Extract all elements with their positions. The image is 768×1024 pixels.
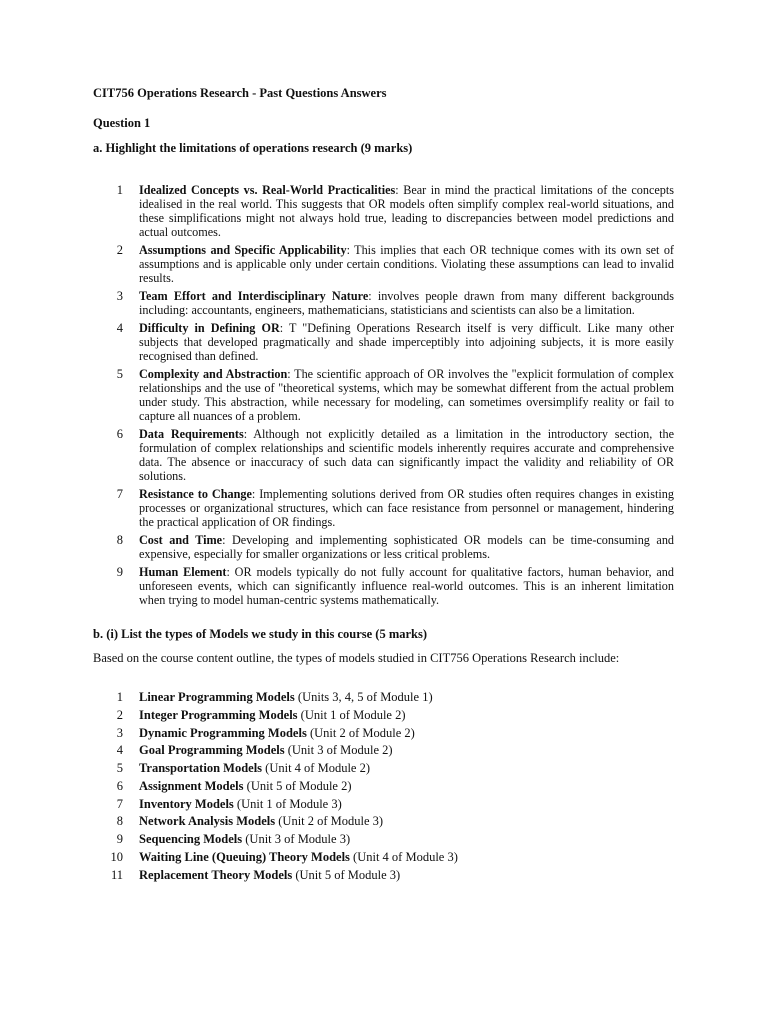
list-number: 8 xyxy=(116,533,123,547)
item-text: : OR models typically do not fully account for qualitative factors, human behavior, and unforeseen events, which can significantly influence real-world outcomes. This is an inherent limitation when trying to model human-centric systems mathematically. xyxy=(139,565,674,607)
list-item xyxy=(93,831,674,849)
list-number: 1 xyxy=(116,690,123,704)
models-list xyxy=(93,689,674,884)
part-a-heading: a. Highlight the limitations of operations research (9 marks) xyxy=(93,141,413,155)
list-number: 7 xyxy=(116,796,123,811)
item-term: Idealized Concepts vs. Real-World Practicalities xyxy=(139,183,396,197)
list-item xyxy=(93,778,674,796)
list-item xyxy=(93,796,674,814)
list-number: 3 xyxy=(116,725,123,740)
list-item-body xyxy=(139,813,674,831)
list-number: 2 xyxy=(116,243,123,257)
list-item xyxy=(93,367,674,423)
item-term: Linear Programming Models xyxy=(139,690,295,704)
item-text: (Unit 4 of Module 2) xyxy=(262,761,371,775)
item-term: Cost and Time xyxy=(139,533,223,547)
item-term: Difficulty in Defining OR xyxy=(139,321,280,335)
list-number: 1 xyxy=(116,183,123,197)
list-item xyxy=(93,289,674,317)
item-text: (Unit 5 of Module 3) xyxy=(292,867,401,882)
item-text: (Unit 2 of Module 3) xyxy=(275,814,384,829)
list-item-body xyxy=(139,742,674,760)
list-number: 8 xyxy=(116,814,123,829)
list-item-body xyxy=(139,760,674,778)
item-term: Assignment Models xyxy=(139,778,244,793)
list-number: 9 xyxy=(116,832,123,846)
list-item-body xyxy=(139,367,674,423)
list-number: 6 xyxy=(116,778,123,793)
list-item xyxy=(93,427,674,483)
part-b-intro: Based on the course content outline, the types of models studied in CIT756 Operations Research include: xyxy=(93,651,620,665)
list-item-body xyxy=(139,796,674,814)
list-number: 4 xyxy=(116,321,123,335)
item-term: Complexity and Abstraction xyxy=(139,367,288,381)
list-number: 7 xyxy=(116,487,123,501)
list-item xyxy=(93,760,674,778)
item-text: : T "Defining Operations Research itself is very difficult. Like many other subjects that developed pragmatically and shade imperceptibly into adjoining subjects, it is more easily recognised than defined. xyxy=(139,321,675,363)
list-item xyxy=(93,321,674,363)
item-term: Sequencing Models xyxy=(139,832,243,846)
list-item-body xyxy=(139,183,674,239)
list-item-body xyxy=(139,565,674,607)
item-text: : This implies that each OR technique comes with its own set of assumptions and is applicable only under certain conditions. Violating these assumptions can lead to invalid results. xyxy=(139,243,674,285)
list-item-body xyxy=(139,778,674,796)
item-term: Network Analysis Models xyxy=(139,814,276,829)
list-item-body xyxy=(139,533,674,561)
list-item xyxy=(93,742,674,760)
list-item xyxy=(93,689,674,707)
item-text: : Bear in mind the practical limitations of the concepts idealised in the real world. This suggests that OR models often simplify complex real-world situations, and these simplifications might not always hold true, leading to discrepancies between model predictions and actual outcomes. xyxy=(139,183,674,239)
list-item xyxy=(93,183,674,239)
list-item xyxy=(93,243,674,285)
list-item xyxy=(93,487,674,529)
item-text: (Unit 3 of Module 2) xyxy=(284,743,393,758)
item-text: : The scientific approach of OR involves the "explicit formulation of complex relationships and the use of "theoretical systems, which may be somewhat different from the actual problem under study. This abstraction, while necessary for modeling, can sometimes oversimplify reality or fail to capture all nuances of a problem. xyxy=(139,367,674,423)
item-term: Resistance to Change xyxy=(139,487,252,501)
list-number: 9 xyxy=(116,565,123,579)
item-text: (Unit 4 of Module 3) xyxy=(349,849,458,864)
list-number: 11 xyxy=(110,867,123,882)
list-item xyxy=(93,849,674,867)
item-term: Assumptions and Specific Applicability xyxy=(139,243,347,257)
list-number: 2 xyxy=(116,707,123,722)
item-term: Dynamic Programming Models xyxy=(139,725,307,740)
list-item xyxy=(93,867,674,885)
list-number: 4 xyxy=(116,743,123,758)
part-b-heading: b. (i) List the types of Models we study in this course (5 marks) xyxy=(93,627,428,641)
list-item-body xyxy=(139,707,674,725)
item-term: Inventory Models xyxy=(139,796,234,811)
list-item xyxy=(93,565,674,607)
list-item-body xyxy=(139,849,674,867)
question-heading: Question 1 xyxy=(93,116,151,130)
list-item-body xyxy=(139,427,674,483)
document-title: CIT756 Operations Research - Past Questions Answers xyxy=(93,86,387,100)
list-item-body xyxy=(139,289,674,317)
item-text: : involves people drawn from many different backgrounds including: accountants, engineers, mathematicians, statisticians and scientists can also be a limitation. xyxy=(139,289,674,317)
item-text: (Units 3, 4, 5 of Module 1) xyxy=(294,690,433,704)
list-item-body xyxy=(139,689,674,707)
list-item-body xyxy=(139,487,674,529)
item-text: (Unit 2 of Module 2) xyxy=(306,725,415,740)
item-term: Goal Programming Models xyxy=(139,743,285,758)
item-term: Waiting Line (Queuing) Theory Models xyxy=(139,849,350,864)
list-number: 3 xyxy=(116,289,123,303)
item-text: (Unit 3 of Module 3) xyxy=(242,832,351,846)
list-item xyxy=(93,533,674,561)
list-item-body xyxy=(139,867,674,885)
list-number: 6 xyxy=(116,427,123,441)
list-item xyxy=(93,725,674,743)
item-term: Replacement Theory Models xyxy=(139,867,293,882)
item-term: Human Element xyxy=(139,565,227,579)
list-item-body xyxy=(139,321,674,363)
item-text: (Unit 1 of Module 3) xyxy=(233,796,342,811)
list-number: 10 xyxy=(110,849,123,864)
limitations-list xyxy=(93,183,674,611)
item-term: Integer Programming Models xyxy=(139,707,298,722)
item-term: Transportation Models xyxy=(139,761,263,775)
item-text: : Developing and implementing sophisticated OR models can be time-consuming and expensive, especially for smaller organizations or less critical problems. xyxy=(139,533,675,561)
list-item-body xyxy=(139,725,674,743)
list-number: 5 xyxy=(116,761,123,775)
list-item xyxy=(93,707,674,725)
item-text: : Although not explicitly detailed as a limitation in the introductory section, the formulation of complex relationships and scientific models inherently requires accurate and comprehensive data. The absence or inaccuracy of such data can significantly impact the validity and reliability of OR solutions. xyxy=(139,427,674,483)
list-item-body xyxy=(139,831,674,849)
list-number: 5 xyxy=(116,367,123,381)
item-text: : Implementing solutions derived from OR studies often requires changes in existing processes or organizational structures, which can face resistance from personnel or management, hindering the practical application of OR findings. xyxy=(139,487,674,529)
item-term: Team Effort and Interdisciplinary Nature xyxy=(139,289,369,303)
item-text: (Unit 5 of Module 2) xyxy=(243,778,352,793)
item-text: (Unit 1 of Module 2) xyxy=(297,707,406,722)
list-item-body xyxy=(139,243,674,285)
item-term: Data Requirements xyxy=(139,427,244,441)
list-item xyxy=(93,813,674,831)
